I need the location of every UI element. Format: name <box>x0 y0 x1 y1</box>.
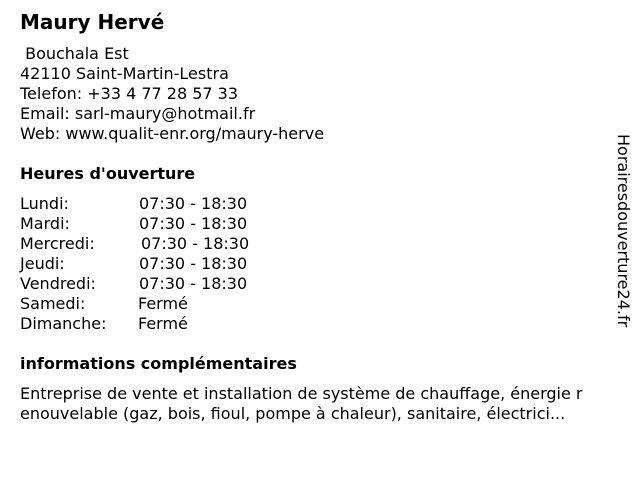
time-value: Fermé <box>138 314 188 333</box>
info-line-2: enouvelable (gaz, bois, fioul, pompe à chaleur), sanitaire, électrici... <box>20 404 566 423</box>
address-street: Bouchala Est <box>20 44 129 63</box>
info-description <box>20 384 632 424</box>
hours-row-saturday <box>20 294 320 314</box>
time-value: 07:30 - 18:30 <box>141 234 250 253</box>
business-name: Maury Hervé <box>20 10 165 34</box>
day-label: Jeudi: <box>20 254 65 273</box>
info-line-1: Entreprise de vente et installation de système de chauffage, énergie r <box>20 384 583 403</box>
hours-row-tuesday <box>20 214 320 234</box>
time-value: 07:30 - 18:30 <box>139 254 248 273</box>
time-value: 07:30 - 18:30 <box>139 214 248 233</box>
day-label: Dimanche: <box>20 314 107 333</box>
hours-row-friday <box>20 274 320 294</box>
web-line[interactable]: Web: www.qualit-enr.org/maury-herve <box>20 124 325 143</box>
day-label: Vendredi: <box>20 274 96 293</box>
opening-hours-table <box>20 194 320 334</box>
info-heading: informations complémentaires <box>20 354 297 373</box>
site-watermark <box>613 134 635 346</box>
hours-row-thursday <box>20 254 320 274</box>
time-value: Fermé <box>138 294 188 313</box>
day-label: Mardi: <box>20 214 70 233</box>
hours-heading: Heures d'ouverture <box>20 164 196 183</box>
day-label: Lundi: <box>20 194 69 213</box>
day-label: Samedi: <box>20 294 86 313</box>
hours-row-wednesday <box>20 234 320 254</box>
address-city: 42110 Saint-Martin-Lestra <box>20 64 229 83</box>
hours-row-sunday <box>20 314 320 334</box>
time-value: 07:30 - 18:30 <box>139 194 248 213</box>
watermark-text: Horairesdouverture24.fr <box>614 134 633 328</box>
hours-row-monday <box>20 194 320 214</box>
email-line[interactable]: Email: sarl-maury@hotmail.fr <box>20 104 256 123</box>
phone-line[interactable]: Telefon: +33 4 77 28 57 33 <box>20 84 239 103</box>
time-value: 07:30 - 18:30 <box>139 274 248 293</box>
day-label: Mercredi: <box>20 234 95 253</box>
contact-block <box>20 44 324 144</box>
